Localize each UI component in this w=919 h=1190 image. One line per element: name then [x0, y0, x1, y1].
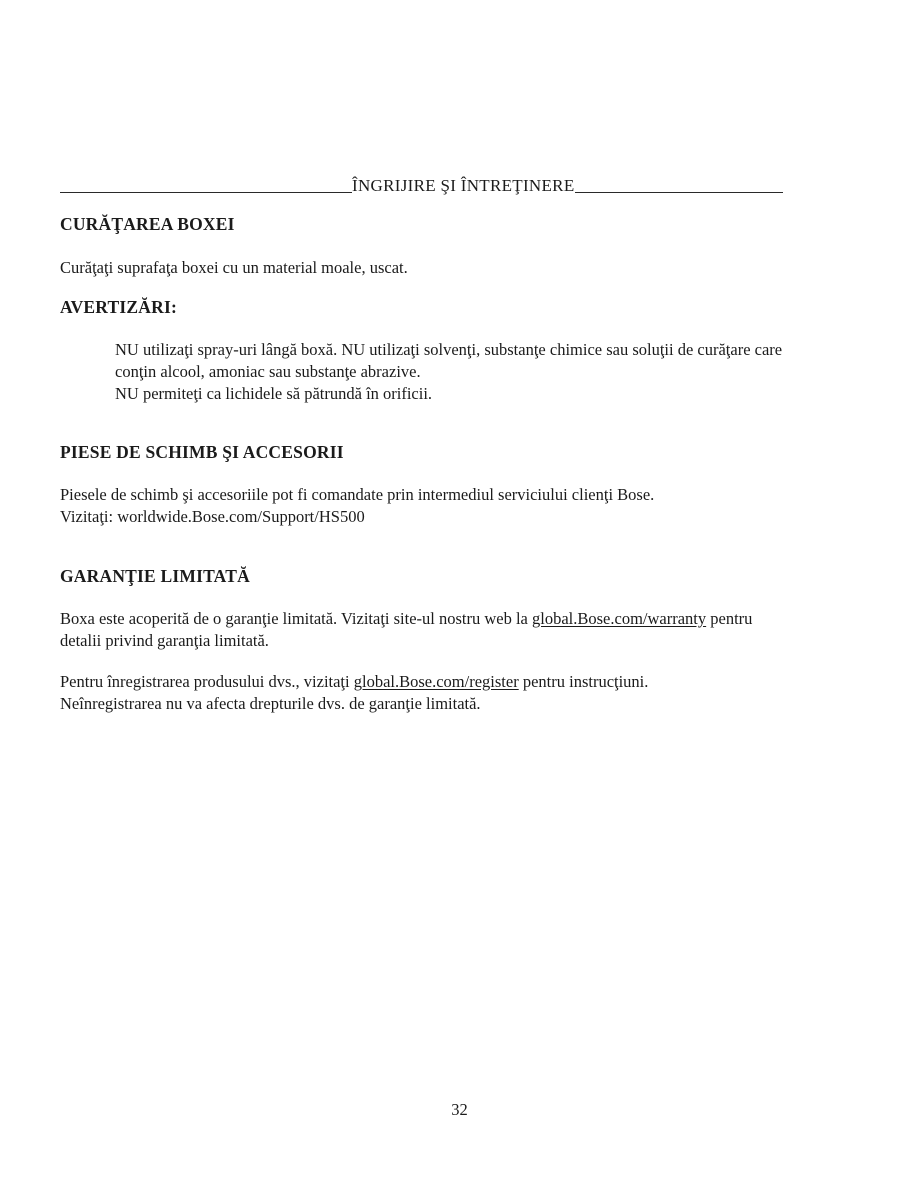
- warranty-paragraph-1: [60, 608, 752, 652]
- warning-line: NU utilizaţi spray-uri lângă boxă. NU utilizaţi solvenţi, substanţe chimice sau soluţii de curăţare care: [115, 340, 783, 359]
- warranty-p1-line1: [60, 608, 752, 630]
- warranty-p2-line1: [60, 671, 648, 693]
- header-rule-right: [575, 177, 783, 193]
- header-title: ÎNGRIJIRE ŞI ÎNTREŢINERE: [352, 176, 575, 195]
- register-link[interactable]: global.Bose.com/register: [353, 672, 519, 691]
- warranty-p1-text: Boxa este acoperită de o garanţie limitată. Vizitaţi site-ul nostru web la: [60, 609, 533, 628]
- warranty-p1-line2: detalii privind garanţia limitată.: [60, 631, 269, 650]
- cleaning-heading: CURĂŢAREA BOXEI: [60, 214, 235, 234]
- warranty-link[interactable]: global.Bose.com/warranty: [532, 609, 707, 628]
- warning-line: NU permiteţi ca lichidele să pătrundă în orificii.: [115, 384, 433, 403]
- cleaning-body: Curăţaţi suprafaţa boxei cu un material moale, uscat.: [60, 258, 408, 277]
- warning-line: conţin alcool, amoniac sau substanţe abrazive.: [115, 362, 421, 381]
- warranty-paragraph-2: [60, 671, 648, 715]
- support-url: worldwide.Bose.com/Support/HS500: [117, 507, 365, 526]
- parts-line: Piesele de schimb şi accesoriile pot fi comandate prin intermediul serviciului clienţi Bose.: [60, 485, 655, 504]
- warranty-p2-text: Pentru înregistrarea produsului dvs., vizitaţi: [60, 672, 354, 691]
- warranty-heading: GARANŢIE LIMITATĂ: [60, 566, 250, 586]
- header-rule-left: [60, 177, 352, 193]
- warranty-p1-text-after: pentru: [706, 609, 753, 628]
- section-header: [60, 175, 783, 196]
- parts-visit-line: [60, 506, 654, 528]
- warranty-p2-text-after: pentru instrucţiuni.: [518, 672, 649, 691]
- parts-heading: PIESE DE SCHIMB ŞI ACCESORII: [60, 442, 344, 462]
- page-number: 32: [451, 1100, 468, 1119]
- warnings-heading: AVERTIZĂRI:: [60, 297, 177, 317]
- warnings-list: [115, 339, 782, 405]
- parts-paragraph: [60, 484, 654, 528]
- warranty-p2-line2: Neînregistrarea nu va afecta drepturile dvs. de garanţie limitată.: [60, 694, 481, 713]
- visit-label: Vizitaţi:: [60, 507, 118, 526]
